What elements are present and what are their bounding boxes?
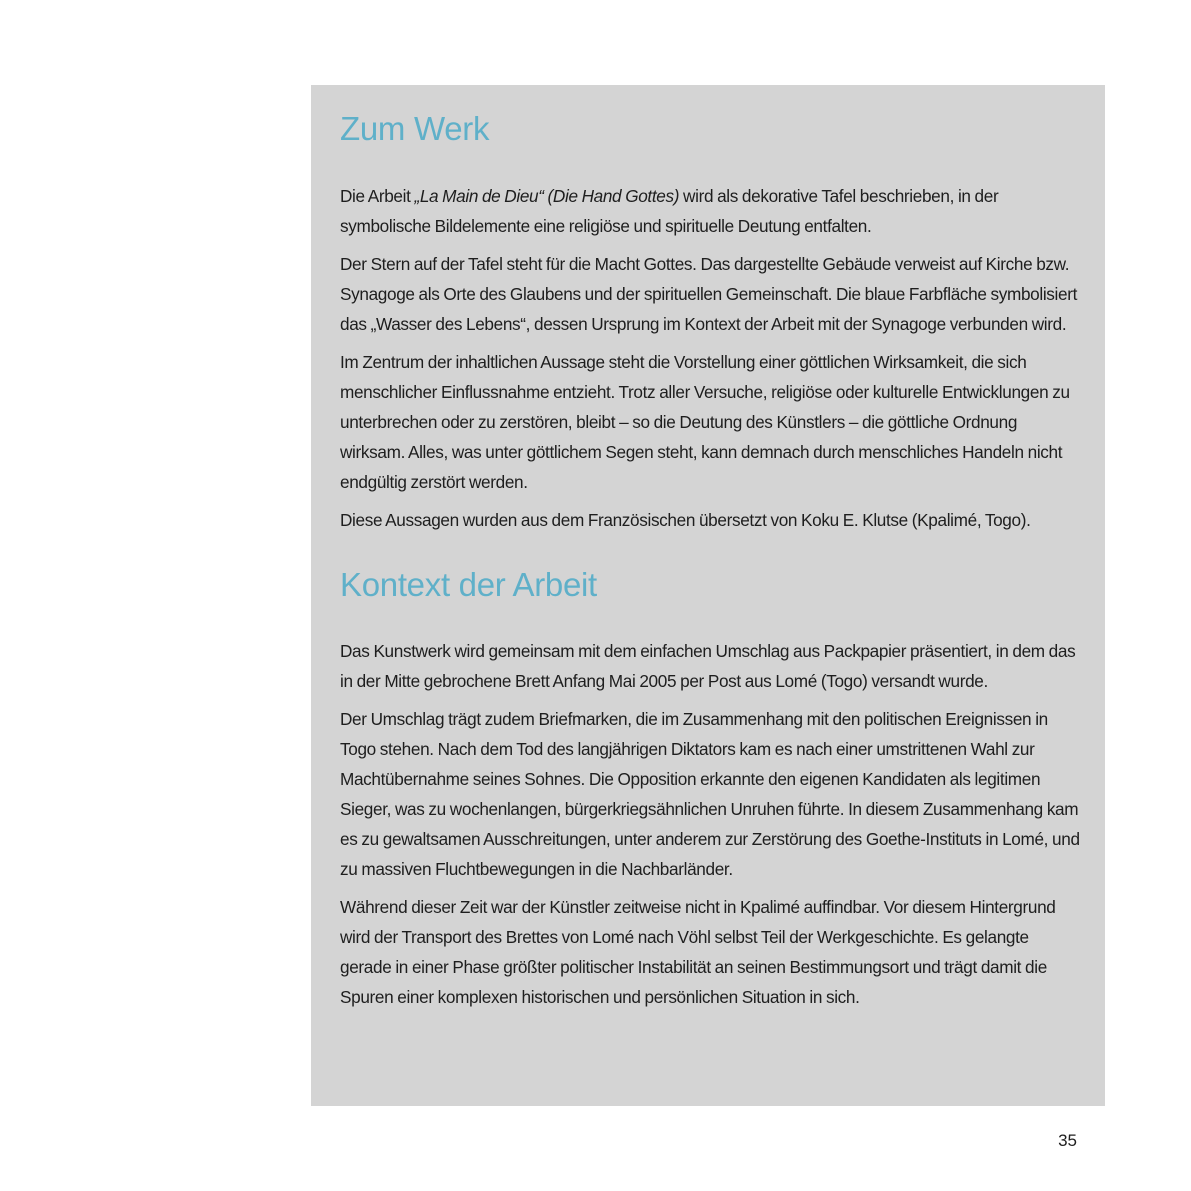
paragraph: Das Kunstwerk wird gemeinsam mit dem einfachen Umschlag aus Packpapier präsentiert, in dem das in der Mitte gebrochene Brett Anfang Mai 2005 per Post aus Lomé (Togo) versandt wurde.	[340, 641, 1076, 691]
text-box	[311, 85, 1105, 1106]
section-heading-kontext: Kontext der Arbeit	[340, 566, 597, 603]
paragraph: Der Stern auf der Tafel steht für die Macht Gottes. Das dargestellte Gebäude verweist auf Kirche bzw. Synagoge als Orte des Glaubens und der spirituellen Gemeinschaft. Die blaue Farbfläche symbolisiert das „Wasser des Lebens“, dessen Ursprung im Kontext der Arbeit mit der Synagoge verbunden wird.	[340, 254, 1078, 334]
artwork-title: „La Main de Dieu“ (Die Hand Gottes)	[414, 186, 680, 206]
paragraph-text: wird als dekorative Tafel beschrieben, in der symbolische Bildelemente eine religiöse und spirituelle Deutung entfalten.	[340, 186, 999, 236]
text-box-content	[340, 107, 1082, 1012]
paragraph: Diese Aussagen wurden aus dem Französischen übersetzt von Koku E. Klutse (Kpalimé, Togo).	[340, 510, 1031, 530]
paragraph	[340, 181, 1082, 241]
section-heading-zum-werk: Zum Werk	[340, 110, 490, 147]
paragraph: Der Umschlag trägt zudem Briefmarken, die im Zusammenhang mit den politischen Ereignissen in Togo stehen. Nach dem Tod des langjährigen Diktators kam es nach einer umstrittenen Wahl zur Machtübernahme seines Sohnes. Die Opposition erkannte den eigenen Kandidaten als legitimen Sieger, was zu wochenlangen, bürgerkriegsähnlichen Unruhen führte. In diesem Zusammenhang kam es zu gewaltsamen Ausschreitungen, unter anderem zur Zerstörung des Goethe-Instituts in Lomé, und zu massiven Fluchtbewegungen in die Nachbarländer.	[340, 709, 1080, 879]
paragraph: Im Zentrum der inhaltlichen Aussage steht die Vorstellung einer göttlichen Wirksamkeit, die sich menschlicher Einflussnahme entzieht. Trotz aller Versuche, religiöse oder kulturelle Entwicklungen zu unterbrechen oder zu zerstören, bleibt – so die Deutung des Künstlers – die göttliche Ordnung wirksam. Alles, was unter göttlichem Segen steht, kann demnach durch menschliches Handeln nicht endgültig zerstört werden.	[340, 352, 1070, 492]
paragraph: Während dieser Zeit war der Künstler zeitweise nicht in Kpalimé auffindbar. Vor diesem Hintergrund wird der Transport des Brettes von Lomé nach Vöhl selbst Teil der Werkgeschichte. Es gelangte gerade in einer Phase größter politischer Instabilität an seinen Bestimmungsort und trägt damit die Spuren einer komplexen historischen und persönlichen Situation in sich.	[340, 897, 1056, 1007]
page-number: 35	[1058, 1131, 1077, 1150]
paragraph-text: Die Arbeit	[340, 186, 415, 206]
